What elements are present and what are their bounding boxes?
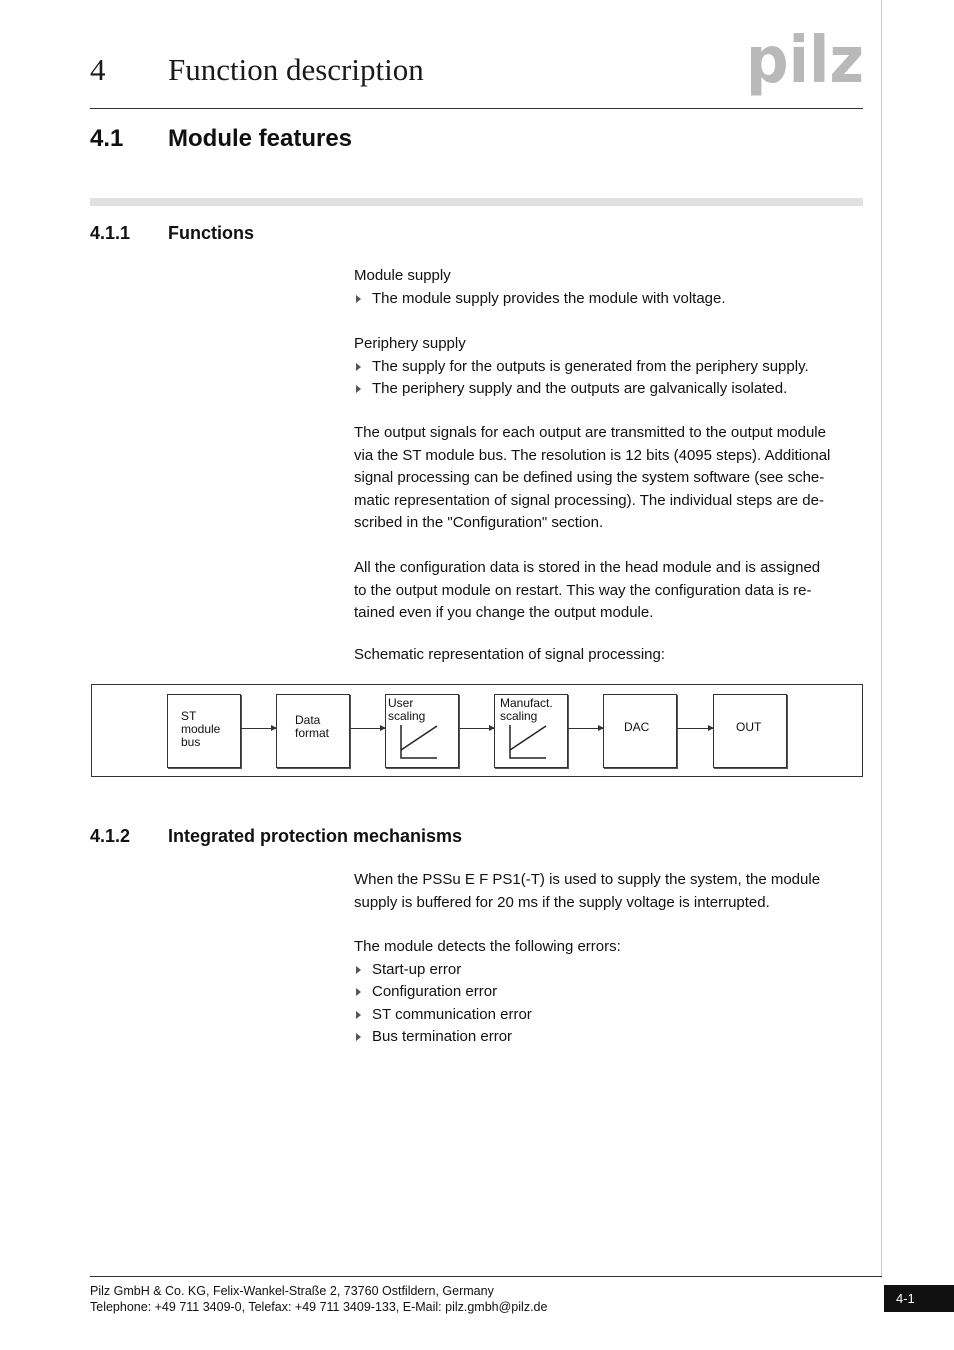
footer-line: Telephone: +49 711 3409-0, Telefax: +49 711 3409-133, E-Mail: pilz.gmbh@pilz.de [90, 1300, 548, 1314]
flow-arrow [568, 728, 603, 729]
block-label: scaling [500, 709, 538, 723]
error-list-block [354, 936, 866, 1049]
flow-arrow [241, 728, 276, 729]
error-list-intro: The module detects the following errors: [354, 938, 621, 955]
module-supply-heading: Module supply [354, 267, 451, 284]
scaling-curve-icon [509, 725, 547, 759]
module-supply-block [354, 265, 866, 310]
footer-rule [90, 1276, 882, 1277]
block-label: Manufact. [500, 696, 553, 710]
block-dac [603, 694, 677, 768]
list-item: Bus termination error [354, 1026, 866, 1049]
block-label: DAC [624, 720, 650, 734]
right-margin-rule [881, 0, 882, 1278]
text-line: tained even if you change the output module. [354, 604, 654, 621]
text-line: supply is buffered for 20 ms if the supply voltage is interrupted. [354, 893, 770, 911]
schematic-caption: Schematic representation of signal processing: [354, 646, 666, 663]
flow-arrow [350, 728, 385, 729]
scaling-curve-icon [400, 725, 438, 759]
block-data-format [276, 694, 350, 768]
list-item: The supply for the outputs is generated from the periphery supply. [354, 356, 866, 379]
block-label: OUT [736, 720, 762, 734]
header-rule [90, 108, 863, 109]
block-label: User [388, 696, 414, 710]
section-title: Module features [168, 125, 353, 152]
subsection-title-functions: Functions [168, 223, 254, 243]
configuration-data-paragraph [354, 557, 866, 625]
list-item: Configuration error [354, 981, 866, 1004]
section-number: 4.1 [90, 125, 124, 152]
block-label: bus [181, 735, 201, 749]
flow-arrow [459, 728, 494, 729]
list-item: Start-up error [354, 959, 866, 982]
text-line: scribed in the "Configuration" section. [354, 514, 604, 531]
subsection-number-protection: 4.1.2 [90, 826, 131, 846]
block-label: module [181, 722, 221, 736]
block-label: scaling [388, 709, 426, 723]
block-st-module-bus [167, 694, 241, 768]
block-manufact-scaling [494, 694, 568, 768]
block-label: format [295, 726, 330, 740]
text-line: When the PSSu E F PS1(-T) is used to supply the system, the module [354, 871, 821, 888]
footer-address [90, 1283, 547, 1315]
text-line: All the configuration data is stored in the head module and is assigned [354, 559, 821, 576]
svg-text:pilz: pilz [746, 24, 864, 96]
periphery-supply-block [354, 333, 866, 401]
list-item: ST communication error [354, 1004, 866, 1027]
footer-line: Pilz GmbH & Co. KG, Felix-Wankel-Straße 2, 73760 Ostfildern, Germany [90, 1284, 494, 1298]
block-label: ST [181, 709, 197, 723]
text-line: signal processing can be defined using the system software (see sche- [354, 469, 825, 486]
list-item: The periphery supply and the outputs are galvanically isolated. [354, 378, 866, 401]
page-number: 4-1 [884, 1285, 954, 1312]
chapter-title: Function description [168, 52, 424, 87]
flow-arrow [677, 728, 713, 729]
periphery-supply-heading: Periphery supply [354, 335, 466, 352]
buffer-paragraph [354, 869, 866, 914]
text-line: The output signals for each output are transmitted to the output module [354, 424, 826, 441]
list-item: The module supply provides the module with voltage. [354, 288, 866, 311]
block-out [713, 694, 787, 768]
text-line: via the ST module bus. The resolution is 12 bits (4095 steps). Additional [354, 446, 831, 464]
signal-processing-diagram [91, 684, 863, 777]
subsection-title-protection: Integrated protection mechanisms [168, 826, 463, 846]
text-line: matic representation of signal processing). The individual steps are de- [354, 491, 824, 509]
output-signals-paragraph [354, 422, 866, 535]
block-label: Data [295, 713, 321, 727]
subsection-number-functions: 4.1.1 [90, 223, 131, 243]
text-line: to the output module on restart. This way the configuration data is re- [354, 581, 812, 599]
pilz-logo [746, 24, 866, 96]
chapter-number: 4 [90, 52, 106, 87]
section-divider-bar [90, 198, 863, 206]
block-user-scaling [385, 694, 459, 768]
